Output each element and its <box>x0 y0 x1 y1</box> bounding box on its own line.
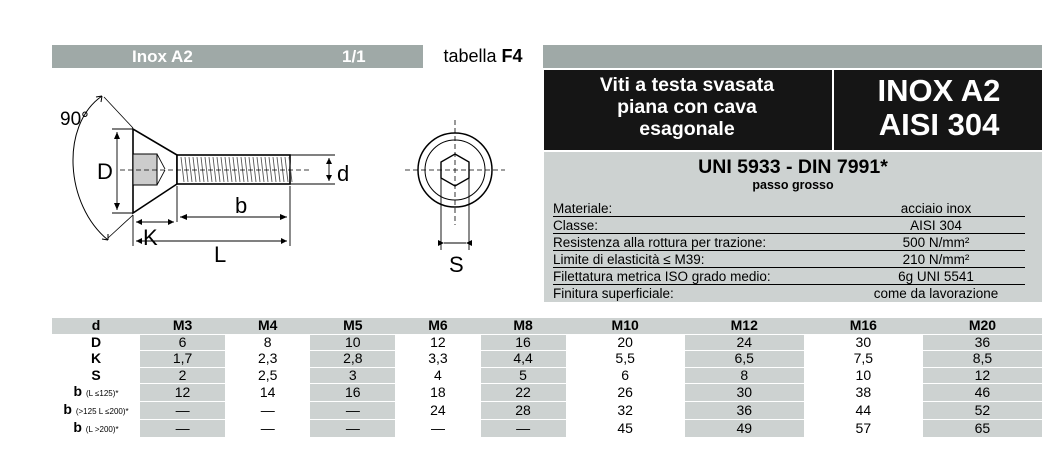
table-cell: M12 <box>685 318 804 334</box>
table-row <box>52 384 1042 402</box>
row-label <box>52 318 140 334</box>
table-cell: 4 <box>395 367 480 384</box>
table-row <box>52 334 1042 351</box>
table-cell: 32 <box>566 402 685 420</box>
property-row <box>553 251 1025 268</box>
row-symbol: D <box>90 333 102 350</box>
screw-drawing <box>0 0 540 300</box>
title-divider <box>832 70 834 150</box>
table-cell: 8 <box>685 367 804 384</box>
table-cell: 46 <box>923 384 1042 402</box>
table-cell: 3,3 <box>395 351 480 368</box>
product-title <box>544 74 830 140</box>
property-value: 210 N/mm² <box>847 251 1025 268</box>
table-cell: 2,8 <box>310 351 395 368</box>
table-cell: M10 <box>566 318 685 334</box>
header-material: Inox A2 <box>132 47 193 66</box>
table-cell: 6,5 <box>685 351 804 368</box>
table-cell: M6 <box>395 318 480 334</box>
table-cell: — <box>481 420 566 438</box>
product-title-line: piana con cava <box>617 96 757 118</box>
table-cell: M3 <box>140 318 225 334</box>
table-cell: 22 <box>481 384 566 402</box>
property-label: Limite di elasticità ≤ M39: <box>553 251 847 268</box>
table-cell: 10 <box>310 334 395 351</box>
table-cell: M8 <box>481 318 566 334</box>
table-cell: 26 <box>566 384 685 402</box>
material-title-line: AISI 304 <box>878 107 1000 142</box>
product-title-line: esagonale <box>639 118 735 140</box>
table-cell: M4 <box>225 318 310 334</box>
table-cell: 52 <box>923 402 1042 420</box>
table-cell: 6 <box>140 334 225 351</box>
angle-label: 90° <box>60 109 89 130</box>
table-cell: 24 <box>685 334 804 351</box>
table-cell: — <box>140 420 225 438</box>
property-label: Filettatura metrica ISO grado medio: <box>553 268 847 285</box>
table-cell: 16 <box>310 384 395 402</box>
table-cell: 1,7 <box>140 351 225 368</box>
property-label: Resistenza alla rottura per trazione: <box>553 234 847 251</box>
table-cell: 28 <box>481 402 566 420</box>
table-cell: 12 <box>395 334 480 351</box>
material-title-line: INOX A2 <box>877 73 1001 108</box>
table-cell: 6 <box>566 367 685 384</box>
table-cell: M16 <box>804 318 923 334</box>
table-prefix: tabella <box>443 46 497 66</box>
table-row <box>52 351 1042 368</box>
table-cell: 45 <box>566 420 685 438</box>
table-cell: 5,5 <box>566 351 685 368</box>
table-cell: — <box>225 402 310 420</box>
table-row <box>52 367 1042 384</box>
property-label: Classe: <box>553 217 847 234</box>
thread-pitch: passo grosso <box>752 178 834 192</box>
row-label <box>52 367 140 384</box>
property-label: Materiale: <box>553 200 847 217</box>
table-row <box>52 318 1042 334</box>
table-cell: 16 <box>481 334 566 351</box>
table-cell: 7,5 <box>804 351 923 368</box>
dim-b-label: b <box>235 193 248 218</box>
spec-box <box>544 152 1042 302</box>
table-cell: 38 <box>804 384 923 402</box>
property-row <box>553 217 1025 234</box>
row-label <box>52 334 140 351</box>
table-cell: 36 <box>923 334 1042 351</box>
table-cell: 12 <box>923 367 1042 384</box>
table-cell: 44 <box>804 402 923 420</box>
dim-K-label: K <box>143 225 158 250</box>
table-cell: — <box>310 420 395 438</box>
properties-table <box>553 200 1025 301</box>
property-row <box>553 234 1025 251</box>
row-label <box>52 351 140 368</box>
dim-d-label: d <box>337 161 350 186</box>
table-cell: — <box>225 420 310 438</box>
dim-S-label: S <box>449 252 464 277</box>
table-cell: 8 <box>225 334 310 351</box>
table-cell: 2 <box>140 367 225 384</box>
row-symbol: K <box>90 350 102 367</box>
row-symbol: b <box>63 401 72 418</box>
table-cell: 10 <box>804 367 923 384</box>
material-title <box>836 74 1042 142</box>
table-cell: — <box>395 420 480 438</box>
row-label <box>52 384 140 402</box>
row-note: (>125 L ≤200)* <box>75 407 129 417</box>
table-cell: 12 <box>140 384 225 402</box>
table-cell: 57 <box>804 420 923 438</box>
standard-name: UNI 5933 - DIN 7991* <box>698 156 888 178</box>
row-note: (L ≤125)* <box>85 389 119 399</box>
table-cell: 24 <box>395 402 480 420</box>
title-box <box>544 70 1042 150</box>
product-title-line: Viti a testa svasata <box>599 74 775 96</box>
property-label: Finitura superficiale: <box>553 285 674 301</box>
table-cell: M20 <box>923 318 1042 334</box>
table-cell: 4,4 <box>481 351 566 368</box>
table-row <box>52 402 1042 420</box>
table-cell: 8,5 <box>923 351 1042 368</box>
table-cell: 5 <box>481 367 566 384</box>
table-cell: 2,3 <box>225 351 310 368</box>
property-row <box>553 285 1025 302</box>
table-cell: 49 <box>685 420 804 438</box>
property-value: acciaio inox <box>847 200 1025 217</box>
row-symbol: b <box>73 383 83 400</box>
table-cell: 36 <box>685 402 804 420</box>
table-cell: 14 <box>225 384 310 402</box>
property-row <box>553 268 1025 285</box>
table-cell: 30 <box>804 334 923 351</box>
table-cell: 18 <box>395 384 480 402</box>
row-label <box>52 402 140 420</box>
property-value: AISI 304 <box>847 217 1025 234</box>
table-cell: 2,5 <box>225 367 310 384</box>
dim-D-label: D <box>97 159 113 184</box>
property-value: come da lavorazione <box>873 285 999 301</box>
table-cell: M5 <box>310 318 395 334</box>
row-symbol: d <box>91 317 101 334</box>
row-label <box>52 420 140 438</box>
dimensions-table <box>52 318 1042 438</box>
table-cell: — <box>140 402 225 420</box>
table-cell: 65 <box>923 420 1042 438</box>
property-value: 500 N/mm² <box>847 234 1025 251</box>
table-code: F4 <box>501 46 523 66</box>
table-cell: 3 <box>310 367 395 384</box>
table-cell: — <box>310 402 395 420</box>
property-value: 6g UNI 5541 <box>847 268 1025 285</box>
row-symbol: S <box>91 367 101 384</box>
row-symbol: b <box>73 419 82 436</box>
property-row <box>553 200 1025 217</box>
table-row <box>52 420 1042 438</box>
table-cell: 30 <box>685 384 804 402</box>
row-note: (L >200)* <box>85 425 119 435</box>
dim-L-label: L <box>214 242 227 267</box>
header-page: 1/1 <box>342 47 366 66</box>
table-cell: 20 <box>566 334 685 351</box>
